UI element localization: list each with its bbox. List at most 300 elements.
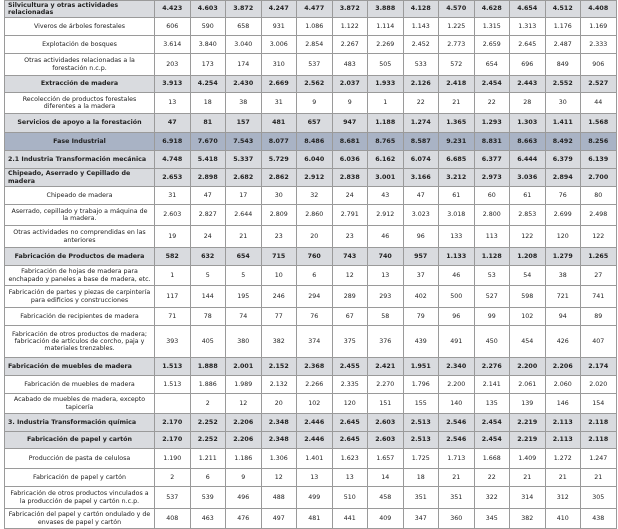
table-cell: 21 <box>439 469 475 487</box>
table-cell: 4.477 <box>297 1 333 18</box>
row-label: Fabricación de otros productos vinculados a la producción de papel y cartón n.c.p. <box>5 487 155 509</box>
table-cell: 1.114 <box>368 18 404 36</box>
table-cell: 43 <box>368 187 404 205</box>
table-row <box>5 93 617 114</box>
table-cell: 4.254 <box>190 76 226 93</box>
table-cell: 120 <box>332 394 368 414</box>
table-cell: 408 <box>155 509 191 529</box>
table-row <box>5 187 617 205</box>
table-cell: 3.018 <box>439 205 475 226</box>
table-cell: 3.001 <box>368 169 404 187</box>
table-cell: 2.276 <box>474 358 510 376</box>
table-cell: 654 <box>474 54 510 76</box>
table-cell: 14 <box>368 469 404 487</box>
table-cell: 410 <box>545 509 581 529</box>
table-cell: 947 <box>332 114 368 133</box>
table-row <box>5 76 617 93</box>
table-cell: 102 <box>297 394 333 414</box>
table-cell: 572 <box>439 54 475 76</box>
table-cell: 582 <box>155 248 191 266</box>
table-row <box>5 226 617 248</box>
table-cell: 2.118 <box>581 414 617 432</box>
table-cell: 322 <box>474 487 510 509</box>
table-cell: 6 <box>297 266 333 286</box>
table-cell: 2.838 <box>332 169 368 187</box>
table-cell: 2.603 <box>368 414 404 432</box>
table-cell: 2.452 <box>403 36 439 54</box>
row-label: Chipeado, Aserrado y Cepillado de madera <box>5 169 155 187</box>
row-label: 2.1 Industria Transformación mecánica <box>5 151 155 169</box>
table-cell: 6.377 <box>474 151 510 169</box>
table-cell: 32 <box>297 187 333 205</box>
table-cell: 345 <box>474 509 510 529</box>
table-cell: 24 <box>332 187 368 205</box>
table-cell: 18 <box>403 469 439 487</box>
table-row <box>5 394 617 414</box>
table-cell: 740 <box>368 248 404 266</box>
table-row <box>5 432 617 449</box>
table-cell: 135 <box>474 394 510 414</box>
table-cell: 120 <box>545 226 581 248</box>
table-cell: 4.423 <box>155 1 191 18</box>
table-cell: 174 <box>226 54 262 76</box>
table-cell: 154 <box>581 394 617 414</box>
table-cell: 2.219 <box>510 414 546 432</box>
table-cell: 1.306 <box>261 449 297 469</box>
table-cell: 8.587 <box>403 133 439 151</box>
table-cell: 527 <box>474 286 510 308</box>
row-label: Silvicultura y otras actividades relacionadas <box>5 1 155 18</box>
table-cell: 537 <box>297 54 333 76</box>
table-cell: 2.170 <box>155 432 191 449</box>
table-cell: 1.143 <box>403 18 439 36</box>
table-cell: 1.951 <box>403 358 439 376</box>
table-cell: 203 <box>155 54 191 76</box>
table-cell: 8.492 <box>545 133 581 151</box>
table-cell: 4.512 <box>545 1 581 18</box>
row-label: 3. Industria Transformación química <box>5 414 155 432</box>
table-cell: 3.872 <box>226 1 262 18</box>
table-cell: 3.872 <box>332 1 368 18</box>
table-cell: 491 <box>439 326 475 358</box>
table-cell: 1.513 <box>155 358 191 376</box>
table-cell: 2 <box>190 394 226 414</box>
table-cell: 9 <box>226 469 262 487</box>
table-cell: 2.862 <box>261 169 297 187</box>
table-cell: 3.006 <box>261 36 297 54</box>
table-cell: 146 <box>545 394 581 414</box>
table-cell: 2.267 <box>332 36 368 54</box>
table-cell: 374 <box>297 326 333 358</box>
table-cell: 5.418 <box>190 151 226 169</box>
table-cell: 5 <box>226 266 262 286</box>
table-cell: 2.174 <box>581 358 617 376</box>
table-row <box>5 469 617 487</box>
table-cell: 6.379 <box>545 151 581 169</box>
table-cell: 2.430 <box>226 76 262 93</box>
table-cell: 13 <box>297 469 333 487</box>
table-cell: 5.337 <box>226 151 262 169</box>
table-cell: 2.527 <box>581 76 617 93</box>
table-cell: 58 <box>368 308 404 326</box>
table-cell: 21 <box>226 226 262 248</box>
table-cell: 2.682 <box>226 169 262 187</box>
table-cell: 2.219 <box>510 432 546 449</box>
table-row <box>5 54 617 76</box>
row-label: Fabricación de muebles de madera <box>5 358 155 376</box>
table-cell: 2.898 <box>190 169 226 187</box>
row-label: Chipeado de madera <box>5 187 155 205</box>
table-cell: 122 <box>510 226 546 248</box>
table-cell: 37 <box>403 266 439 286</box>
table-cell: 47 <box>190 187 226 205</box>
table-cell: 23 <box>261 226 297 248</box>
table-cell: 696 <box>510 54 546 76</box>
table-row <box>5 326 617 358</box>
row-label: Fabricación de papel y cartón <box>5 469 155 487</box>
row-label: Fabricación de muebles de madera <box>5 376 155 394</box>
table-cell: 2.269 <box>368 36 404 54</box>
table-row <box>5 414 617 432</box>
table-cell: 1.247 <box>581 449 617 469</box>
table-cell: 2.973 <box>474 169 510 187</box>
table-cell: 20 <box>261 394 297 414</box>
table-cell: 133 <box>439 226 475 248</box>
table-cell: 1.274 <box>403 114 439 133</box>
table-cell: 426 <box>545 326 581 358</box>
table-cell: 3.212 <box>439 169 475 187</box>
row-label: Fabricación de partes y piezas de carpintería para edificios y construcciones <box>5 286 155 308</box>
table-cell: 2.252 <box>190 414 226 432</box>
table-cell: 4.603 <box>190 1 226 18</box>
table-row <box>5 358 617 376</box>
table-cell: 155 <box>403 394 439 414</box>
table-cell: 2.487 <box>545 36 581 54</box>
table-cell: 61 <box>510 187 546 205</box>
row-label: Fabricación de Productos de madera <box>5 248 155 266</box>
table-cell: 1.279 <box>545 248 581 266</box>
table-cell: 658 <box>226 18 262 36</box>
table-cell: 2.335 <box>332 376 368 394</box>
table-cell: 1.888 <box>190 358 226 376</box>
table-cell: 81 <box>190 114 226 133</box>
table-cell: 1.401 <box>297 449 333 469</box>
table-cell: 99 <box>474 308 510 326</box>
table-row <box>5 133 617 151</box>
table-cell: 2.603 <box>368 432 404 449</box>
table-cell: 2.854 <box>297 36 333 54</box>
table-cell: 2.513 <box>403 414 439 432</box>
table-cell: 3.040 <box>226 36 262 54</box>
table-cell: 1.188 <box>368 114 404 133</box>
table-cell: 2.348 <box>261 432 297 449</box>
table-cell: 18 <box>190 93 226 114</box>
table-row <box>5 266 617 286</box>
table-cell: 957 <box>403 248 439 266</box>
table-cell: 12 <box>332 266 368 286</box>
table-cell: 1.122 <box>332 18 368 36</box>
row-label: Servicios de apoyo a la forestación <box>5 114 155 133</box>
table-row <box>5 248 617 266</box>
table-cell: 715 <box>261 248 297 266</box>
table-cell: 360 <box>439 509 475 529</box>
table-cell: 89 <box>581 308 617 326</box>
table-row <box>5 308 617 326</box>
table-cell: 8.077 <box>261 133 297 151</box>
table-cell: 9 <box>297 93 333 114</box>
table-cell: 2.340 <box>439 358 475 376</box>
table-row <box>5 1 617 18</box>
table-cell: 6 <box>190 469 226 487</box>
table-cell: 454 <box>510 326 546 358</box>
row-label: Otras actividades relacionadas a la forestación n.c.p. <box>5 54 155 76</box>
table-cell: 1.272 <box>545 449 581 469</box>
table-cell: 21 <box>581 469 617 487</box>
row-label: Producción de pasta de celulosa <box>5 449 155 469</box>
table-row <box>5 286 617 308</box>
table-cell: 78 <box>190 308 226 326</box>
table-cell: 4.408 <box>581 1 617 18</box>
table-cell: 2.513 <box>403 432 439 449</box>
table-cell: 439 <box>403 326 439 358</box>
table-cell: 2.454 <box>474 432 510 449</box>
table-cell: 76 <box>297 308 333 326</box>
table-cell: 31 <box>155 187 191 205</box>
table-cell: 931 <box>261 18 297 36</box>
row-label: Otras actividades no comprendidas en las anteriores <box>5 226 155 248</box>
table-cell: 19 <box>155 226 191 248</box>
table-cell: 144 <box>190 286 226 308</box>
table-cell: 122 <box>581 226 617 248</box>
table-cell: 1.365 <box>439 114 475 133</box>
table-cell: 2.860 <box>297 205 333 226</box>
table-cell: 3.036 <box>510 169 546 187</box>
table-row <box>5 114 617 133</box>
table-cell: 2.653 <box>155 169 191 187</box>
table-cell: 483 <box>332 54 368 76</box>
table-cell: 1.128 <box>474 248 510 266</box>
table-cell: 657 <box>297 114 333 133</box>
table-cell: 2.141 <box>474 376 510 394</box>
table-cell: 24 <box>190 226 226 248</box>
table-cell: 2.113 <box>545 414 581 432</box>
table-cell: 8.831 <box>474 133 510 151</box>
data-table-container <box>4 0 616 529</box>
table-cell: 28 <box>510 93 546 114</box>
table-cell: 47 <box>155 114 191 133</box>
table-cell: 46 <box>368 226 404 248</box>
table-cell: 12 <box>261 469 297 487</box>
row-label: Explotación de bosques <box>5 36 155 54</box>
table-cell: 3.840 <box>190 36 226 54</box>
table-cell: 1.208 <box>510 248 546 266</box>
table-cell: 47 <box>403 187 439 205</box>
table-cell: 2.200 <box>439 376 475 394</box>
table-cell: 22 <box>403 93 439 114</box>
table-cell: 6.074 <box>403 151 439 169</box>
table-cell: 2.809 <box>261 205 297 226</box>
table-cell: 38 <box>226 93 262 114</box>
table-cell: 3.913 <box>155 76 191 93</box>
table-cell: 906 <box>581 54 617 76</box>
table-cell: 382 <box>261 326 297 358</box>
row-label: Fabricación de papel y cartón <box>5 432 155 449</box>
table-cell: 77 <box>261 308 297 326</box>
table-cell: 4.654 <box>510 1 546 18</box>
table-cell: 598 <box>510 286 546 308</box>
table-cell: 20 <box>297 226 333 248</box>
table-cell: 4.247 <box>261 1 297 18</box>
table-cell: 6.918 <box>155 133 191 151</box>
table-cell: 1 <box>155 266 191 286</box>
table-cell: 2.252 <box>190 432 226 449</box>
row-label: Recolección de productos forestales diferentes a la madera <box>5 93 155 114</box>
table-cell: 743 <box>332 248 368 266</box>
row-label: Fabricación de recipientes de madera <box>5 308 155 326</box>
table-cell: 760 <box>297 248 333 266</box>
table-cell: 94 <box>545 308 581 326</box>
table-cell: 537 <box>155 487 191 509</box>
table-cell: 351 <box>403 487 439 509</box>
table-cell: 1.886 <box>190 376 226 394</box>
table-cell: 2.132 <box>261 376 297 394</box>
table-cell: 2.368 <box>297 358 333 376</box>
table-cell: 1.303 <box>510 114 546 133</box>
table-cell: 293 <box>368 286 404 308</box>
table-row <box>5 18 617 36</box>
row-label: Extracción de madera <box>5 76 155 93</box>
table-cell: 463 <box>190 509 226 529</box>
table-cell: 1.186 <box>226 449 262 469</box>
table-cell: 2.206 <box>545 358 581 376</box>
table-cell: 4.628 <box>474 1 510 18</box>
table-cell: 3.888 <box>368 1 404 18</box>
table-cell: 2.118 <box>581 432 617 449</box>
row-label: Fabricación de hojas de madera para enchapado y paneles a base de madera, etc. <box>5 266 155 286</box>
table-cell: 310 <box>261 54 297 76</box>
table-cell: 4.570 <box>439 1 475 18</box>
table-cell: 31 <box>261 93 297 114</box>
table-cell: 2.270 <box>368 376 404 394</box>
table-cell: 2.455 <box>332 358 368 376</box>
table-cell: 2.060 <box>545 376 581 394</box>
table-cell: 481 <box>261 114 297 133</box>
table-cell: 13 <box>332 469 368 487</box>
table-cell: 1.176 <box>545 18 581 36</box>
table-cell: 3.614 <box>155 36 191 54</box>
table-cell: 6.036 <box>332 151 368 169</box>
table-cell: 5.729 <box>261 151 297 169</box>
table-cell: 22 <box>474 93 510 114</box>
table-cell: 1.411 <box>545 114 581 133</box>
table-cell: 1.657 <box>368 449 404 469</box>
table-cell: 21 <box>439 93 475 114</box>
table-cell: 21 <box>545 469 581 487</box>
table-cell: 458 <box>368 487 404 509</box>
table-cell: 2.773 <box>439 36 475 54</box>
table-cell: 5 <box>190 266 226 286</box>
table-cell: 6.685 <box>439 151 475 169</box>
table-cell: 6.162 <box>368 151 404 169</box>
row-label: Aserrado, cepillado y trabajo a máquina de la madera. <box>5 205 155 226</box>
table-cell: 497 <box>261 509 297 529</box>
table-cell: 2 <box>155 469 191 487</box>
table-cell: 74 <box>226 308 262 326</box>
table-cell: 382 <box>510 509 546 529</box>
table-cell: 17 <box>226 187 262 205</box>
table-cell: 2.333 <box>581 36 617 54</box>
table-cell: 2.061 <box>510 376 546 394</box>
table-cell: 30 <box>545 93 581 114</box>
row-label: Fase Industrial <box>5 133 155 151</box>
table-cell: 721 <box>545 286 581 308</box>
table-cell: 1.989 <box>226 376 262 394</box>
table-cell: 312 <box>545 487 581 509</box>
table-cell: 2.894 <box>545 169 581 187</box>
table-cell: 2.791 <box>332 205 368 226</box>
table-cell: 496 <box>226 487 262 509</box>
table-cell: 1.169 <box>581 18 617 36</box>
table-cell: 2.200 <box>510 358 546 376</box>
row-label: Viveros de árboles forestales <box>5 18 155 36</box>
table-cell: 2.603 <box>155 205 191 226</box>
table-cell: 2.800 <box>474 205 510 226</box>
table-cell: 402 <box>403 286 439 308</box>
table-cell: 1.211 <box>190 449 226 469</box>
table-cell: 8.681 <box>332 133 368 151</box>
table-cell: 1 <box>368 93 404 114</box>
table-row <box>5 36 617 54</box>
row-label: Acabado de muebles de madera, excepto tapicería <box>5 394 155 414</box>
table-cell: 76 <box>545 187 581 205</box>
table-cell: 314 <box>510 487 546 509</box>
table-body <box>5 1 617 529</box>
table-cell: 533 <box>403 54 439 76</box>
table-cell: 2.645 <box>332 414 368 432</box>
table-cell: 22 <box>474 469 510 487</box>
table-cell: 8.256 <box>581 133 617 151</box>
table-cell: 2.206 <box>226 414 262 432</box>
table-cell: 96 <box>439 308 475 326</box>
table-cell <box>155 394 191 414</box>
table-cell: 8.486 <box>297 133 333 151</box>
table-cell: 2.912 <box>297 169 333 187</box>
table-cell: 13 <box>155 93 191 114</box>
table-cell: 1.225 <box>439 18 475 36</box>
table-cell: 6.040 <box>297 151 333 169</box>
table-cell: 1.568 <box>581 114 617 133</box>
table-cell: 44 <box>581 93 617 114</box>
table-cell: 476 <box>226 509 262 529</box>
table-row <box>5 376 617 394</box>
table-cell: 79 <box>403 308 439 326</box>
table-cell: 9 <box>332 93 368 114</box>
table-cell: 2.454 <box>474 76 510 93</box>
table-cell: 505 <box>368 54 404 76</box>
table-cell: 2.126 <box>403 76 439 93</box>
table-cell: 7.670 <box>190 133 226 151</box>
table-cell: 173 <box>190 54 226 76</box>
table-cell: 67 <box>332 308 368 326</box>
table-cell: 53 <box>474 266 510 286</box>
table-cell: 151 <box>368 394 404 414</box>
table-cell: 393 <box>155 326 191 358</box>
table-cell: 80 <box>581 187 617 205</box>
table-cell: 1.623 <box>332 449 368 469</box>
table-cell: 13 <box>368 266 404 286</box>
table-cell: 157 <box>226 114 262 133</box>
table-cell: 10 <box>261 266 297 286</box>
